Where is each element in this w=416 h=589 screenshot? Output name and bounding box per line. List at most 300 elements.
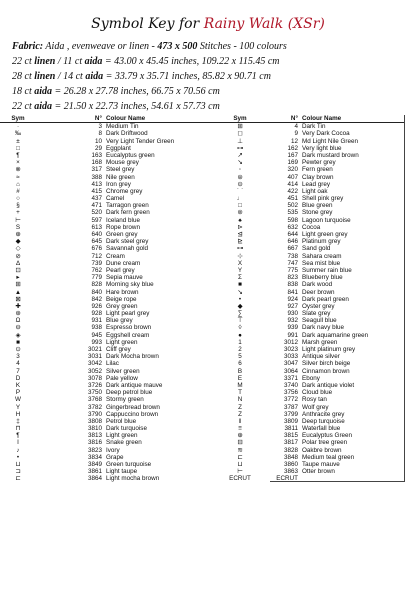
- fabric-desc2: Stitches - 100 colours: [197, 41, 287, 52]
- row-name: Light pearl grey: [106, 310, 150, 318]
- size-fabric: linen: [34, 71, 56, 82]
- row-num: 3811: [284, 425, 298, 433]
- size-lead: 22 ct: [12, 101, 35, 112]
- row-name: Hare brown: [106, 288, 139, 296]
- row-name: Ebony: [302, 374, 320, 382]
- size-dimensions: = 43.00 x 45.45 inches, 109.22 x 115.45 cm: [102, 56, 280, 67]
- fabric-line: [12, 41, 287, 52]
- row-name: Sand gold: [302, 245, 331, 253]
- row-name: Stormy green: [106, 396, 144, 404]
- row-name: Dark turquoise: [106, 425, 147, 433]
- row-num: 3864: [87, 475, 102, 483]
- row-num: 3052: [87, 367, 102, 375]
- row-num: 838: [287, 281, 298, 289]
- row-name: Blue green: [302, 202, 333, 210]
- row-name: Silver green: [106, 367, 140, 375]
- row-name: Dark pearl green: [302, 295, 349, 303]
- row-name: Very Dark Cocoa: [302, 130, 350, 138]
- row-name: Blue grey: [106, 317, 133, 325]
- row-num: 598: [287, 216, 298, 224]
- row-name: Light green: [106, 432, 138, 440]
- row-num: 3: [98, 123, 102, 131]
- row-num: 535: [287, 209, 298, 217]
- row-sym: ‖: [238, 417, 242, 425]
- row-sym: 3: [16, 353, 20, 361]
- row-name: Sepia mauve: [106, 274, 143, 282]
- row-sym: ⊢: [15, 216, 21, 224]
- row-sym: ≈: [16, 173, 20, 181]
- row-sym: ‰: [14, 130, 22, 138]
- row-sym: ⊴: [237, 231, 243, 238]
- header-sym: Sym: [233, 115, 247, 122]
- row-num: 840: [91, 288, 102, 296]
- size-line-4: [12, 101, 220, 112]
- row-sym: Z: [238, 410, 242, 418]
- row-num: 945: [91, 331, 102, 339]
- row-name: Light mocha brown: [106, 475, 160, 483]
- stitch-count: 473 x 500: [157, 41, 198, 52]
- row-sym: ·: [16, 123, 20, 131]
- row-name: Green grey: [106, 231, 138, 238]
- row-num: 3861: [87, 468, 102, 476]
- row-sym: ⊏: [237, 453, 243, 461]
- row-name: Cloud blue: [302, 389, 333, 397]
- row-name: Silver birch beige: [302, 360, 351, 368]
- row-sym: ■: [16, 338, 20, 346]
- row-sym: M: [237, 381, 243, 389]
- row-name: Rope brown: [106, 223, 140, 231]
- row-num: 931: [91, 317, 102, 325]
- row-name: Light oak: [302, 187, 328, 195]
- size-dimensions: = 26.28 x 27.78 inches, 66.75 x 70.56 cm: [52, 86, 220, 97]
- row-name: Lilac: [106, 360, 119, 368]
- row-sym: Y: [15, 403, 21, 411]
- row-sym: ⊙: [15, 346, 21, 353]
- row-sym: §: [16, 202, 20, 210]
- row-num: 3756: [283, 389, 298, 397]
- row-num: 320: [287, 166, 298, 174]
- row-sym: ⊵: [237, 238, 243, 246]
- row-sym: ⊖: [15, 324, 21, 332]
- row-sym: X: [237, 259, 243, 267]
- row-sym: ◦: [238, 166, 242, 174]
- row-name: Light taupe: [106, 468, 138, 476]
- row-num: 407: [287, 173, 298, 181]
- row-name: Dark steel grey: [106, 238, 149, 246]
- row-sym: ↘: [237, 288, 243, 296]
- right-table-frame: [270, 115, 405, 482]
- row-num: 779: [91, 274, 102, 282]
- row-name: Dark wood: [302, 281, 333, 289]
- key-table-left: [0, 115, 206, 483]
- row-sym: ∑: [237, 310, 243, 318]
- row-num: 3809: [283, 417, 298, 425]
- row-sym: ⊤: [237, 317, 243, 325]
- row-num: 451: [287, 195, 298, 203]
- size-line-2: [12, 71, 271, 82]
- row-name: Cinnamon brown: [302, 367, 350, 375]
- header-num: N°: [290, 115, 298, 122]
- row-name: Light platinum grey: [302, 346, 356, 353]
- row-sym: D: [15, 374, 21, 382]
- row-name: Dark Mocha brown: [106, 353, 159, 361]
- row-sym: Σ: [238, 274, 242, 282]
- row-num: 3033: [283, 353, 298, 361]
- size-lead: 22 ct: [12, 56, 35, 67]
- row-num: 413: [91, 180, 102, 188]
- row-num: 3810: [87, 425, 102, 433]
- row-num: 502: [287, 202, 298, 210]
- row-sym: N: [237, 396, 243, 404]
- row-sym: ⊶: [236, 245, 244, 253]
- row-sym: H: [15, 410, 21, 418]
- row-name: Very Light Tender Green: [106, 137, 175, 145]
- row-name: Slate grey: [302, 310, 331, 318]
- row-sym: 7: [16, 367, 20, 375]
- row-num: 3863: [283, 468, 298, 476]
- row-name: Cocoa: [302, 223, 321, 231]
- row-num: 938: [91, 324, 102, 332]
- row-name: Nile green: [106, 173, 135, 181]
- row-name: Oakbre brown: [302, 446, 342, 454]
- row-sym: ✚: [15, 302, 21, 310]
- row-name: Taupe mauve: [302, 461, 340, 468]
- row-num: 3848: [283, 453, 298, 461]
- row-name: Sahara cream: [302, 252, 342, 260]
- row-num: 932: [287, 317, 298, 325]
- row-sym: □: [238, 202, 242, 210]
- row-name: Camel: [106, 195, 125, 203]
- row-sym: ●: [238, 331, 242, 339]
- row-num: 3042: [87, 360, 102, 368]
- row-num: 3813: [87, 432, 102, 440]
- row-sym: •: [16, 453, 20, 461]
- row-num: 738: [287, 252, 298, 260]
- row-name: Lead grey: [302, 180, 331, 188]
- row-sym: E: [237, 374, 243, 382]
- header-num: N°: [94, 115, 102, 122]
- row-sym: ⊞: [15, 281, 21, 289]
- row-num: 167: [287, 151, 298, 159]
- row-num: 3740: [283, 381, 298, 389]
- row-sym: ⊓: [15, 425, 21, 433]
- row-name: Rosy tan: [302, 396, 327, 404]
- row-sym: ⊛: [15, 310, 21, 318]
- row-sym: 4: [16, 360, 20, 368]
- row-sym: ⊏: [15, 475, 21, 483]
- row-sym: Y: [237, 266, 243, 274]
- row-num: 9: [294, 130, 298, 138]
- size-lead: 18 ct: [12, 86, 35, 97]
- row-name: Anthracite grey: [302, 410, 345, 418]
- row-sym: W: [15, 396, 21, 404]
- row-sym: ■: [238, 281, 242, 289]
- row-name: Cappuccino brown: [106, 410, 159, 418]
- row-sym: ⊐: [15, 468, 21, 476]
- row-num: 739: [91, 259, 102, 267]
- row-sym: ¶: [16, 151, 20, 159]
- row-sym: ⊥: [237, 137, 243, 145]
- row-sym: 1: [238, 338, 242, 346]
- row-num: 3816: [87, 439, 102, 447]
- row-num: 10: [94, 137, 102, 145]
- row-sym: ≡: [238, 425, 242, 433]
- row-num: 3790: [87, 410, 102, 418]
- row-name: Sea mist blue: [302, 259, 341, 267]
- row-sym: ◻: [237, 130, 243, 138]
- title-main: Symbol Key for: [91, 16, 204, 32]
- row-num: 3849: [87, 461, 102, 468]
- title-pattern-name: Rainy Walk (XSr): [203, 16, 325, 32]
- row-sym: ECRUT: [229, 475, 251, 483]
- key-table-right: [206, 115, 404, 483]
- row-sym: ♩: [236, 195, 244, 203]
- row-sym: ¶: [16, 432, 20, 440]
- row-sym: ‡: [16, 417, 20, 425]
- row-sym: ↘: [237, 159, 243, 167]
- size-mid: / 14 ct: [55, 71, 86, 82]
- row-num: 667: [287, 245, 298, 253]
- row-num: 8: [98, 130, 102, 138]
- row-sym: ⊘: [15, 252, 21, 260]
- row-num: 388: [91, 173, 102, 181]
- row-name: Petrol blue: [106, 417, 137, 425]
- row-name: Savannah gold: [106, 245, 149, 253]
- row-num: ECRUT: [276, 475, 298, 483]
- row-sym: ⊕: [237, 432, 243, 440]
- header-sym: Sym: [11, 115, 25, 122]
- row-name: Dark Driftwood: [106, 130, 148, 138]
- row-num: 3031: [87, 353, 102, 361]
- row-name: Otter brown: [302, 468, 335, 476]
- row-num: 3834: [87, 453, 102, 461]
- row-name: Very light blue: [302, 144, 342, 152]
- row-sym: P: [15, 389, 21, 397]
- row-sym: ♠: [238, 216, 242, 224]
- row-num: 640: [91, 231, 102, 238]
- row-sym: Ω: [15, 317, 21, 325]
- row-sym: S: [15, 223, 21, 231]
- row-sym: ⊡: [15, 266, 21, 274]
- row-num: 3078: [87, 374, 102, 382]
- row-name: Eggshell cream: [106, 331, 150, 339]
- row-num: 12: [290, 137, 298, 145]
- row-num: 712: [91, 252, 102, 260]
- row-sym: ⊠: [15, 295, 21, 303]
- row-sym: B: [237, 367, 243, 375]
- row-num: 3064: [283, 367, 298, 375]
- row-sym: 2: [238, 346, 242, 353]
- fabric-desc: Aida , evenweave or linen -: [43, 41, 158, 52]
- row-num: 415: [91, 187, 102, 195]
- row-num: 828: [91, 281, 102, 289]
- row-name: Pale yellow: [106, 374, 138, 382]
- row-name: Md Light Nile Green: [302, 137, 358, 145]
- row-name: Dark mustard brown: [302, 151, 359, 159]
- row-name: Antique silver: [302, 353, 340, 361]
- row-num: 842: [91, 295, 102, 303]
- row-name: Pewter grey: [302, 159, 336, 167]
- row-sym: I: [17, 439, 19, 447]
- row-sym: T: [238, 389, 242, 397]
- row-sym: ⊜: [237, 173, 243, 181]
- row-name: Stone grey: [302, 209, 333, 217]
- row-name: Green turquoise: [106, 461, 152, 468]
- row-num: 3768: [87, 396, 102, 404]
- row-num: 520: [91, 209, 102, 217]
- row-name: Platinum grey: [302, 238, 341, 246]
- row-sym: ▲: [14, 288, 22, 296]
- row-sym: •: [238, 295, 242, 303]
- row-sym: ♪: [16, 446, 20, 454]
- row-num: 930: [287, 310, 298, 318]
- row-num: 924: [287, 295, 298, 303]
- row-sym: ⊚: [237, 209, 243, 217]
- row-num: 841: [287, 288, 298, 296]
- row-num: 414: [287, 180, 298, 188]
- row-name: Fern green: [302, 166, 333, 174]
- row-name: Grape: [106, 453, 124, 461]
- row-sym: ⊞: [237, 123, 243, 131]
- row-num: 3782: [87, 403, 102, 411]
- row-sym: ◆: [15, 238, 21, 246]
- row-sym: ◊: [238, 324, 242, 332]
- row-num: 3772: [283, 396, 298, 404]
- row-name: Marsh green: [302, 338, 338, 346]
- row-num: 645: [91, 238, 102, 246]
- row-name: Dark antique mauve: [106, 381, 163, 389]
- row-name: Eucalyptus Green: [302, 432, 353, 440]
- row-sym: □: [16, 144, 20, 152]
- row-name: Light green grey: [302, 231, 348, 238]
- row-num: 3012: [283, 338, 298, 346]
- row-sym: ∆: [16, 259, 20, 267]
- row-name: Medium Tin: [106, 123, 139, 131]
- row-sym: ⊗: [15, 166, 21, 174]
- row-num: 927: [287, 302, 298, 310]
- size-mid: / 11 ct: [55, 56, 85, 67]
- row-name: Deer brown: [302, 288, 335, 296]
- size-lead: 28 ct: [12, 71, 35, 82]
- page-title: [0, 16, 416, 32]
- row-sym: ⊹: [237, 252, 243, 260]
- row-name: Deep petrol blue: [106, 389, 153, 397]
- row-name: Dune cream: [106, 259, 141, 267]
- row-name: Pearl grey: [106, 266, 135, 274]
- size-dimensions: = 33.79 x 35.71 inches, 85.82 x 90.71 cm: [103, 71, 271, 82]
- row-name: Espresso brown: [106, 324, 152, 332]
- row-num: 3815: [283, 432, 298, 440]
- row-sym: +: [16, 209, 20, 217]
- row-name: Oyster grey: [302, 302, 335, 310]
- row-sym: ◆: [237, 302, 243, 310]
- row-name: Dark antique violet: [302, 381, 355, 389]
- header-name: Colour Name: [302, 115, 342, 122]
- row-name: Polar tree green: [302, 439, 348, 447]
- row-num: 613: [91, 223, 102, 231]
- row-sym: ◈: [15, 331, 21, 339]
- row-name: Eucalyptus green: [106, 151, 155, 159]
- size-fabric2: aida: [85, 71, 104, 82]
- row-num: 926: [91, 302, 102, 310]
- row-sym: ⊔: [237, 461, 243, 468]
- row-name: Steel grey: [106, 166, 135, 174]
- row-name: Morning sky blue: [106, 281, 154, 289]
- row-sym: ⊟: [237, 439, 243, 447]
- row-num: 3021: [87, 346, 102, 353]
- row-name: Seagull blue: [302, 317, 337, 325]
- row-name: Snake green: [106, 439, 142, 447]
- row-num: 3808: [87, 417, 102, 425]
- row-sym: ×: [16, 159, 20, 167]
- row-num: 762: [91, 266, 102, 274]
- row-sym: ↗: [237, 151, 243, 159]
- row-name: Grey green: [106, 302, 138, 310]
- row-num: 597: [91, 216, 102, 224]
- row-sym: ⊔: [15, 461, 21, 468]
- row-num: 3828: [283, 446, 298, 454]
- row-num: 4: [294, 123, 298, 131]
- row-name: Clay brown: [302, 173, 334, 181]
- row-name: Lagoon turquoise: [302, 216, 351, 224]
- row-name: Dark navy blue: [302, 324, 344, 332]
- row-num: 3750: [87, 389, 102, 397]
- row-name: Iron grey: [106, 180, 131, 188]
- row-sym: 6: [238, 360, 242, 368]
- row-sym: ±: [16, 137, 20, 145]
- row-name: Waterfall blue: [302, 425, 341, 433]
- row-name: Deep turquoise: [302, 417, 345, 425]
- row-num: 775: [287, 266, 298, 274]
- row-num: 747: [287, 259, 298, 267]
- row-num: 646: [287, 238, 298, 246]
- row-num: 3371: [283, 374, 298, 382]
- size-line-1: [12, 56, 279, 67]
- row-name: Tarragon green: [106, 202, 149, 210]
- row-num: 928: [91, 310, 102, 318]
- row-num: 3860: [283, 461, 298, 468]
- row-name: Chrome grey: [106, 187, 143, 195]
- row-num: 169: [287, 159, 298, 167]
- row-num: 163: [91, 151, 102, 159]
- row-num: 991: [287, 331, 298, 339]
- row-num: 317: [91, 166, 102, 174]
- row-sym: Z: [238, 403, 242, 411]
- row-name: Wolf grey: [302, 403, 329, 411]
- row-num: 676: [91, 245, 102, 253]
- row-name: Cliff grey: [106, 346, 131, 353]
- row-sym: #: [16, 187, 20, 195]
- row-sym: ▸: [16, 274, 20, 282]
- row-num: 644: [287, 231, 298, 238]
- left-grid: [0, 115, 206, 483]
- size-fabric: aida: [34, 86, 52, 97]
- header-name: Colour Name: [106, 115, 146, 122]
- row-num: 3023: [283, 346, 298, 353]
- row-name: Shell pink grey: [302, 195, 344, 203]
- row-num: 162: [287, 144, 298, 152]
- row-num: 422: [287, 187, 298, 195]
- row-name: Beige rope: [106, 295, 137, 303]
- size-fabric2: aida: [84, 56, 103, 67]
- row-name: Eggplant: [106, 144, 131, 152]
- row-sym: ⊕: [15, 231, 21, 238]
- row-num: 168: [91, 159, 102, 167]
- row-sym: ⊢: [237, 468, 243, 476]
- row-sym: K: [15, 381, 21, 389]
- row-name: Mouse grey: [106, 159, 139, 167]
- row-name: Dark fern green: [106, 209, 150, 217]
